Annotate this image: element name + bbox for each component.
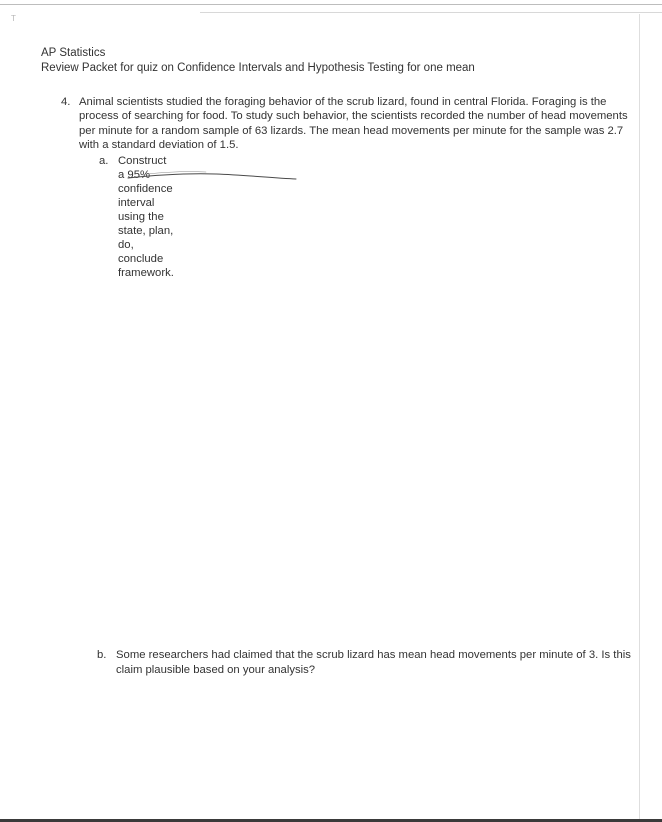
- document-title: AP Statistics: [41, 47, 106, 59]
- scan-edge-top: [0, 4, 662, 5]
- question-number: 4.: [61, 96, 71, 108]
- margin-mark: T: [11, 14, 16, 23]
- part-a-text: Construct a 95% confidence interval using the state, plan, do, conclude framework.: [118, 155, 174, 279]
- pen-underline-mark: [126, 166, 301, 184]
- scan-edge-top-secondary: [200, 12, 662, 13]
- scan-edge-right: [639, 14, 640, 820]
- part-b-text: Some researchers had claimed that the scrub lizard has mean head movements per minute of 3. Is this claim plausible based on your analysis?: [116, 649, 631, 676]
- document-header: [41, 46, 475, 76]
- question-text: Animal scientists studied the foraging behavior of the scrub lizard, found in central Florida. Foraging is the process of searching for food. To study such behavior, the scientists recorded the number of head movements per minute for a random sample of 63 lizards. The mean head movements per minute for the sample was 2.7 with a standard deviation of 1.5.: [79, 96, 628, 151]
- part-a-letter: a.: [99, 155, 109, 167]
- document-subtitle: Review Packet for quiz on Confidence Intervals and Hypothesis Testing for one mean: [41, 62, 475, 74]
- part-b-letter: b.: [97, 649, 107, 661]
